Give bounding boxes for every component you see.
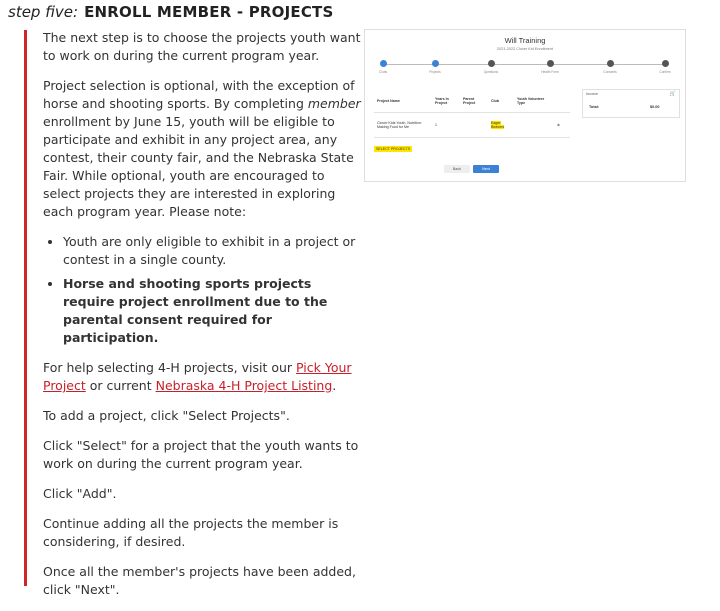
progress-steps: [379, 60, 671, 80]
remove-icon[interactable]: ⊗: [554, 113, 570, 138]
para2-text-a: Project selection is optional, with the exception of horse and shooting sports. By completing: [43, 78, 355, 111]
step-dot: [662, 60, 669, 67]
help-paragraph: [43, 359, 365, 395]
column-header: [554, 90, 570, 113]
table-row: [374, 113, 570, 138]
step-projects: [415, 60, 455, 74]
para2-emphasis: member: [307, 96, 361, 111]
step-label: step five:: [8, 3, 79, 21]
step-label: Health Form: [541, 70, 559, 74]
step-questions: [471, 60, 511, 74]
step-dot: [432, 60, 439, 67]
list-item: • Horse and shooting sports projects require project enrollment due to the parental consent required for participation.: [63, 275, 365, 347]
project-selection-paragraph: [43, 77, 365, 221]
step-clubs: [363, 60, 403, 74]
enrollment-screenshot: [364, 29, 686, 182]
screenshot-title: Will Training: [504, 36, 546, 45]
project-name-cell: Clover Kids Youth, Nutrition: Making Food for Me: [374, 113, 432, 138]
step-dot: [547, 60, 554, 67]
cart-icon: 🛒: [669, 91, 676, 97]
step-consents: [590, 60, 630, 74]
invoice-title: Invoice: [586, 92, 599, 96]
step-health-form: [530, 60, 570, 74]
column-header: Years In Project: [432, 90, 460, 113]
notes-list: [43, 233, 365, 347]
step-label: Clubs: [378, 70, 388, 74]
para2-text-b: enrollment by June 15, youth will be eligible to participate and exhibit in any project area, any contest, their county fair, and the Nebraska State Fair. While optional, youth are encouraged to select projects they are interested in exploring each program year. Please note:: [43, 114, 354, 219]
step-paragraph: Continue adding all the projects the member is considering, if desired.: [43, 516, 339, 549]
help-text-c: .: [332, 378, 337, 393]
left-accent-rule: [24, 30, 27, 586]
project-listing-link[interactable]: Nebraska 4-H Project Listing: [155, 378, 333, 393]
intro-paragraph: The next step is to choose the projects youth want to work on during the current program year.: [43, 30, 361, 63]
step-dot: [488, 60, 495, 67]
parent-cell: [460, 113, 488, 138]
step-label: Confirm: [659, 70, 671, 74]
list-item: • Youth are only eligible to exhibit in a project or contest in a single county.: [63, 233, 365, 269]
column-header: Parent Project: [460, 90, 488, 113]
step-label: Consents: [603, 70, 617, 74]
column-header: Youth Volunteer Type: [514, 90, 554, 113]
select-projects-button[interactable]: SELECT PROJECTS: [376, 147, 411, 151]
column-header: Club: [488, 90, 514, 113]
step-paragraph: Click "Select" for a project that the youth wants to work on during the current program year.: [43, 438, 359, 471]
volunteer-cell: [514, 113, 554, 138]
section-heading: [8, 3, 334, 21]
help-text-a: For help selecting 4-H projects, visit our: [43, 360, 297, 375]
step-paragraph: Once all the member's projects have been added, click "Next".: [43, 564, 356, 597]
step-label: Questions: [483, 70, 499, 74]
step-paragraph: To add a project, click "Select Projects".: [43, 408, 290, 423]
step-dot: [607, 60, 614, 67]
invoice-total-value: $0.00: [650, 105, 660, 109]
projects-table: [374, 90, 570, 138]
invoice-panel: [582, 89, 680, 118]
back-button[interactable]: Back: [444, 165, 470, 173]
table-header-row: [374, 90, 570, 113]
step-label: Projects: [429, 70, 441, 74]
club-highlight: Eager Beavers: [491, 121, 505, 129]
step-paragraph: Click "Add".: [43, 486, 117, 501]
years-cell: 1: [432, 113, 460, 138]
screenshot-subtitle: 2021-2022 Clover Kid Enrollment: [497, 47, 553, 51]
club-cell: [488, 113, 514, 138]
pick-your-project-link[interactable]: Pick Your Project: [43, 360, 352, 393]
step-dot: [380, 60, 387, 67]
step-confirm: [645, 60, 685, 74]
instructions-content: [43, 29, 365, 611]
section-title: ENROLL MEMBER - PROJECTS: [84, 3, 334, 21]
help-text-b: or current: [85, 378, 156, 393]
column-header: Project Name: [374, 90, 432, 113]
invoice-total-label: Total:: [589, 105, 600, 109]
next-button[interactable]: Next: [473, 165, 499, 173]
